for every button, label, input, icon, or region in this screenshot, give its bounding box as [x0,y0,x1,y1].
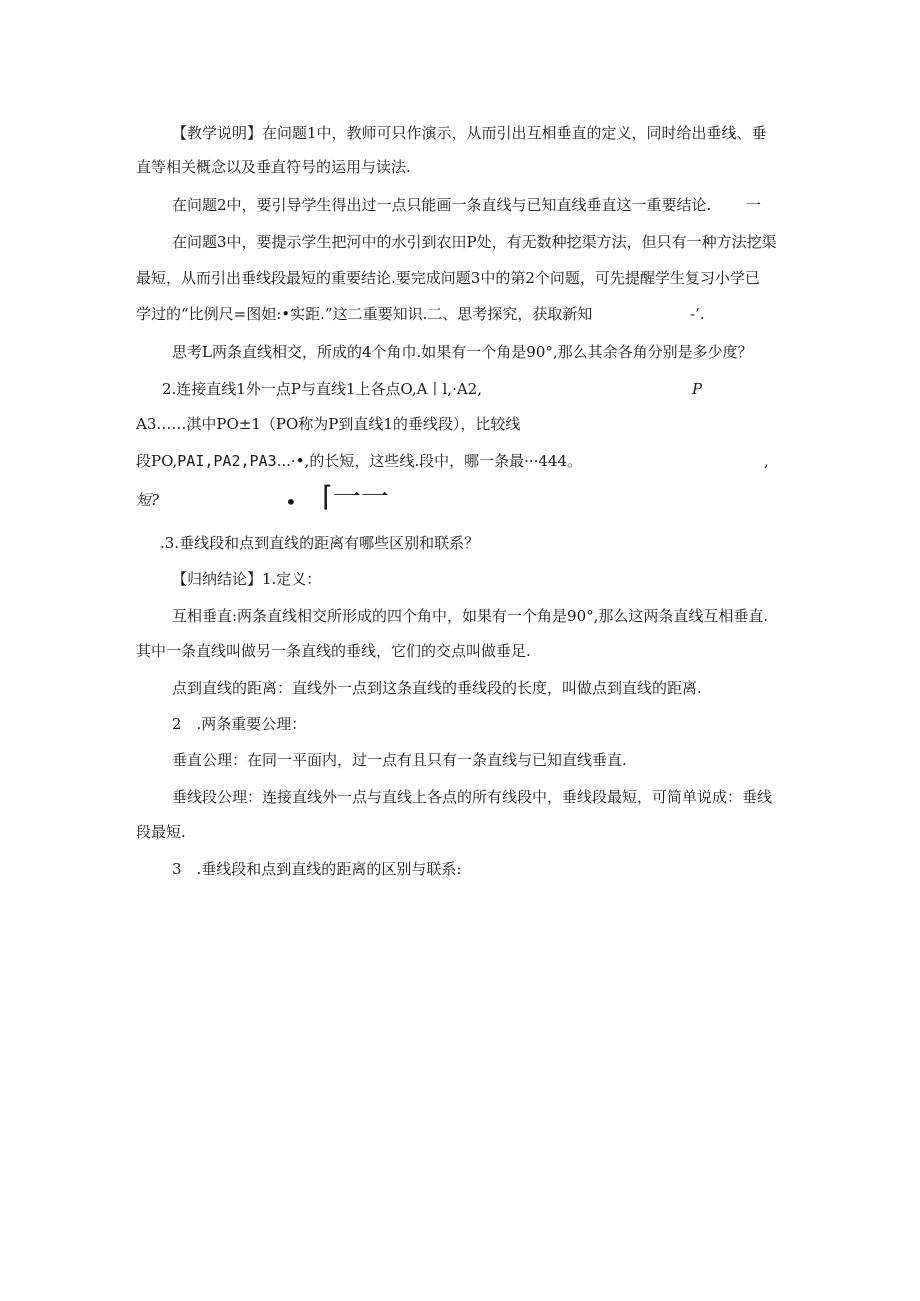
axioms-heading: 2 .两条重要公理： [172,715,307,733]
think-question-2-line-1: 2.连接直线1外一点P与直线1上各点O,A丨l,·A2, [162,380,482,398]
teaching-note-line-2: 直等相关概念以及垂直符号的运用与读法. [136,158,411,176]
think-question-2-segments: PAI,PA2,PA3 [177,452,277,470]
think-question-2-marks: ⌈一一 [322,480,389,513]
think-question-1: 思考L两条直线相交，所成的4个角巾.如果有一个角是90°,那么其余各角分别是多少度？ [172,343,753,361]
think-question-2-line-3-start: 段PO, [136,452,178,470]
think-question-2-dot: • [285,490,297,514]
think-question-2-short: 短? [136,491,160,509]
problem2-note-tail: 一 [746,196,762,214]
item-3-heading: 3 .垂线段和点到直线的距离的区别与联系: [172,860,462,878]
think-question-2-line-3 [136,451,582,471]
problem3-note-line-3-tail: -’. [690,305,705,323]
think-question-2-point-p: P [692,380,703,398]
think-question-2-line-2: A3……淇中PO±1（PO称为P到直线1的垂线段），比较线 [136,415,521,433]
definition-perpendicular-line-2: 其中一条直线叫做另一条直线的垂线，它们的交点叫做垂足. [136,642,531,660]
conclusion-heading: 【归纳结论】1.定义： [172,570,322,588]
axiom-shortest-segment-line-2: 段最短. [136,823,186,841]
problem3-note-line-2: 最短，从而引出垂线段最短的重要结论.要完成问题3中的第2个问题，可先提醒学生复习小学已 [136,269,760,287]
teaching-note-line-1: 【教学说明】在问题1中，教师可只作演示，从而引出互相垂直的定义，同时给出垂线、垂 [172,124,767,142]
think-question-2-line-3-end: ...·•,的长短，这些线.段中，哪一条最···444。 [276,452,583,470]
problem3-note-line-3: 学过的“比例尺=图妲:•实距.”这二重要知识.二、思考探究，获取新知 [136,305,593,323]
think-question-2-comma: , [764,452,769,470]
axiom-shortest-segment-line-1: 垂线段公理：连接直线外一点与直线上各点的所有线段中，垂线段最短，可简单说成：垂线 [172,788,773,806]
definition-distance: 点到直线的距离：直线外一点到这条直线的垂线段的长度，叫做点到直线的距离. [172,679,702,697]
definition-perpendicular-line-1: 互相垂直:两条直线相交所形成的四个角中，如果有一个角是90°,那么这两条直线互相垂直. [172,607,769,625]
think-question-3: .3.垂线段和点到直线的距离有哪些区别和联系？ [160,534,480,552]
problem3-note-line-1: 在问题3中，要提示学生把河中的水引到农田P处，有无数种挖渠方法，但只有一种方法挖渠 [172,233,777,251]
problem2-note: 在问题2中，要引导学生得出过一点只能画一条直线与已知直线垂直这一重要结论. [172,196,712,214]
axiom-perpendicular: 垂直公理：在同一平面内，过一点有且只有一条直线与已知直线垂直. [172,751,627,769]
